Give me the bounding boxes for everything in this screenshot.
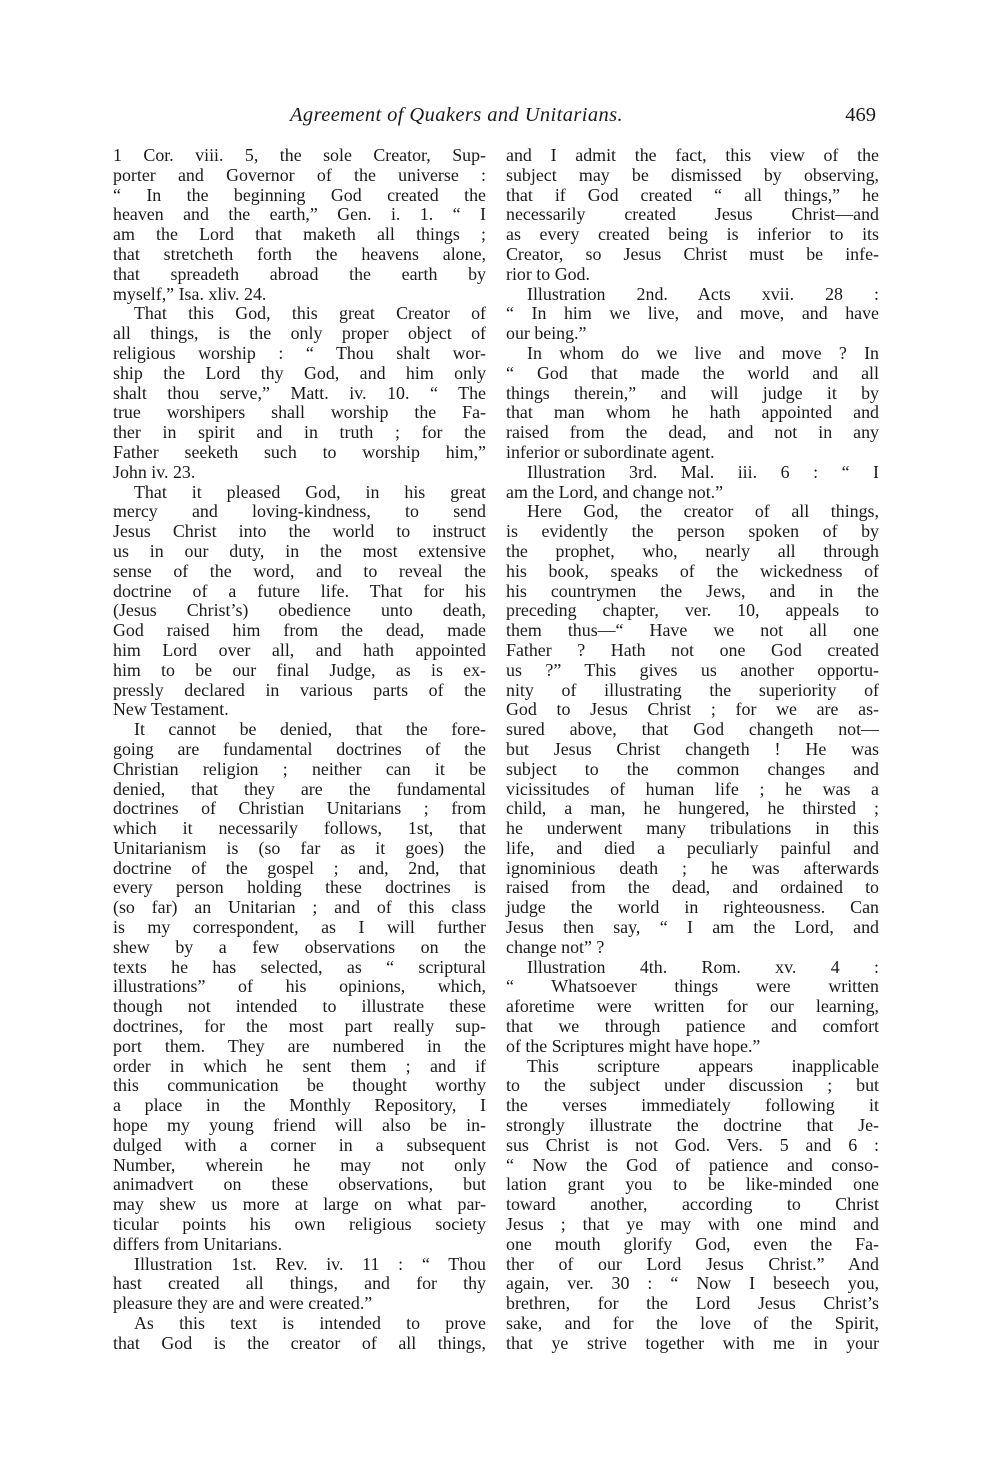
- text-line: Illustration 4th. Rom. xv. 4 :: [527, 956, 879, 977]
- text-line: ther in spirit and in truth ; for the: [113, 422, 486, 443]
- text-line: order in which he sent them ; and if: [113, 1055, 486, 1076]
- text-column-left: [113, 146, 486, 1354]
- text-line: necessarily created Jesus Christ—and: [506, 204, 879, 225]
- text-line: all things, is the only proper object of: [113, 323, 486, 344]
- text-line: rior to God.: [506, 263, 590, 284]
- text-line: his countrymen the Jews, and in the: [506, 580, 879, 601]
- text-line: Here God, the creator of all things,: [527, 501, 879, 522]
- text-line: us ?” This gives us another opportu-: [506, 659, 879, 680]
- text-line: that we through patience and comfort: [506, 1016, 879, 1037]
- text-line: him to be our final Judge, as is ex-: [113, 659, 486, 680]
- text-line: That it pleased God, in his great: [134, 481, 486, 502]
- text-line: sured above, that God changeth not—: [506, 719, 879, 740]
- text-line: John iv. 23.: [113, 461, 196, 482]
- text-line: the prophet, who, nearly all through: [506, 540, 879, 561]
- text-line: differs from Unitarians.: [113, 1233, 283, 1254]
- text-line: his book, speaks of the wickedness of: [506, 560, 879, 581]
- running-head: [110, 104, 880, 134]
- text-line: which it necessarily follows, 1st, that: [113, 818, 486, 839]
- text-line: is evidently the person spoken of by: [506, 521, 879, 542]
- text-line: religious worship : “ Thou shalt wor-: [113, 342, 486, 363]
- text-line: heaven and the earth,” Gen. i. 1. “ I: [113, 204, 486, 225]
- text-line: a place in the Monthly Repository, I: [113, 1095, 486, 1116]
- text-line: “ Whatsoever things were written: [506, 976, 879, 997]
- text-line: lation grant you to be like-minded one: [506, 1174, 879, 1195]
- text-line: This scripture appears inapplicable: [527, 1055, 879, 1076]
- text-line: every person holding these doctrines is: [113, 877, 486, 898]
- text-line: judge the world in righteousness. Can: [506, 897, 879, 918]
- text-line: “ In him we live, and move, and have: [506, 303, 879, 324]
- text-line: that God is the creator of all things,: [113, 1332, 486, 1353]
- text-line: that spreadeth abroad the earth by: [113, 263, 486, 284]
- text-line: true worshipers shall worship the Fa-: [113, 402, 486, 423]
- text-line: port them. They are numbered in the: [113, 1035, 486, 1056]
- text-line: New Testament.: [113, 699, 229, 720]
- text-line: Jesus Christ into the world to instruct: [113, 521, 486, 542]
- text-line: Unitarianism is (so far as it goes) the: [113, 837, 486, 858]
- text-line: again, ver. 30 : “ Now I beseech you,: [506, 1273, 879, 1294]
- text-line: that stretcheth forth the heavens alone,: [113, 243, 486, 264]
- text-line: As this text is intended to prove: [134, 1313, 486, 1334]
- text-line: sus Christ is not God. Vers. 5 and 6 :: [506, 1134, 879, 1155]
- text-line: denied, that they are the fundamental: [113, 778, 486, 799]
- text-line: myself,” Isa. xliv. 24.: [113, 283, 267, 304]
- text-line: That this God, this great Creator of: [134, 303, 486, 324]
- text-line: (Jesus Christ’s) obedience unto death,: [113, 600, 486, 621]
- text-line: nity of illustrating the superiority of: [506, 679, 879, 700]
- text-line: 1 Cor. viii. 5, the sole Creator, Sup-: [113, 145, 486, 165]
- text-line: raised from the dead, and ordained to: [506, 877, 879, 898]
- text-line: In whom do we live and move ? In: [527, 342, 879, 363]
- text-line: subject to the common changes and: [506, 758, 879, 779]
- running-title: Agreement of Quakers and Unitarians.: [290, 104, 624, 126]
- text-line: It cannot be denied, that the fore-: [134, 719, 486, 740]
- text-line: hope my young friend will also be in-: [113, 1115, 486, 1136]
- text-column-right: [506, 146, 879, 1354]
- page-number: 469: [845, 104, 876, 126]
- text-line: toward another, according to Christ: [506, 1194, 879, 1215]
- text-line: change not” ?: [506, 936, 605, 957]
- text-line: subject may be dismissed by observing,: [506, 164, 879, 185]
- text-line: to the subject under discussion ; but: [506, 1075, 879, 1096]
- text-line: “ God that made the world and all: [506, 362, 879, 383]
- text-line: child, a man, he hungered, he thirsted ;: [506, 798, 879, 819]
- text-line: doctrines of Christian Unitarians ; from: [113, 798, 486, 819]
- text-line: Illustration 3rd. Mal. iii. 6 : “ I: [527, 461, 879, 482]
- text-line: porter and Governor of the universe :: [113, 164, 486, 185]
- text-line: God to Jesus Christ ; for we are as-: [506, 699, 879, 720]
- text-line: our being.”: [506, 323, 587, 344]
- text-line: brethren, for the Lord Jesus Christ’s: [506, 1293, 879, 1314]
- text-line: us in our duty, in the most extensive: [113, 540, 486, 561]
- text-line: ther of our Lord Jesus Christ.” And: [506, 1253, 879, 1274]
- text-line: that man whom he hath appointed and: [506, 402, 879, 423]
- text-line: ignominious death ; he was afterwards: [506, 857, 879, 878]
- text-line: pressly declared in various parts of the: [113, 679, 486, 700]
- text-line: vicissitudes of human life ; he was a: [506, 778, 879, 799]
- text-line: aforetime were written for our learning,: [506, 996, 879, 1017]
- text-line: the verses immediately following it: [506, 1095, 879, 1116]
- text-line: this communication be thought worthy: [113, 1075, 486, 1096]
- text-line: doctrines, for the most part really sup-: [113, 1016, 486, 1037]
- text-line: Jesus then say, “ I am the Lord, and: [506, 917, 879, 938]
- text-line: that ye strive together with me in your: [506, 1332, 879, 1353]
- text-line: Christian religion ; neither can it be: [113, 758, 486, 779]
- text-line: dulged with a corner in a subsequent: [113, 1134, 486, 1155]
- text-line: preceding chapter, ver. 10, appeals to: [506, 600, 879, 621]
- text-line: pleasure they are and were created.”: [113, 1293, 373, 1314]
- text-line: inferior or subordinate agent.: [506, 441, 715, 462]
- text-line: raised from the dead, and not in any: [506, 422, 879, 443]
- text-line: strongly illustrate the doctrine that Je-: [506, 1115, 879, 1136]
- text-line: doctrine of the gospel ; and, 2nd, that: [113, 857, 486, 878]
- text-line: Number, wherein he may not only: [113, 1154, 486, 1175]
- text-line: Creator, so Jesus Christ must be infe-: [506, 243, 879, 264]
- text-line: sense of the word, and to reveal the: [113, 560, 486, 581]
- text-line: Father ? Hath not one God created: [506, 639, 879, 660]
- text-line: one mouth glorify God, even the Fa-: [506, 1233, 879, 1254]
- text-line: shalt thou serve,” Matt. iv. 10. “ The: [113, 382, 486, 403]
- text-line: ticular points his own religious society: [113, 1214, 486, 1235]
- text-line: animadvert on these observations, but: [113, 1174, 486, 1195]
- text-line: things therein,” and will judge it by: [506, 382, 879, 403]
- text-line: am the Lord that maketh all things ;: [113, 224, 486, 245]
- text-line: and I admit the fact, this view of the: [506, 145, 879, 165]
- text-line: that if God created “ all things,” he: [506, 184, 879, 205]
- text-line: “ In the beginning God created the: [113, 184, 486, 205]
- text-line: Illustration 2nd. Acts xvii. 28 :: [527, 283, 879, 304]
- text-line: as every created being is inferior to its: [506, 224, 879, 245]
- text-line: of the Scriptures might have hope.”: [506, 1035, 761, 1056]
- text-line: them thus—“ Have we not all one: [506, 620, 879, 641]
- text-line: Father seeketh such to worship him,”: [113, 441, 486, 462]
- text-line: mercy and loving-kindness, to send: [113, 501, 486, 522]
- text-line: but Jesus Christ changeth ! He was: [506, 738, 879, 759]
- text-line: am the Lord, and change not.”: [506, 481, 724, 502]
- text-line: may shew us more at large on what par-: [113, 1194, 486, 1215]
- text-line: texts he has selected, as “ scriptural: [113, 956, 486, 977]
- text-line: “ Now the God of patience and conso-: [506, 1154, 879, 1175]
- text-line: (so far) an Unitarian ; and of this class: [113, 897, 486, 918]
- text-line: God raised him from the dead, made: [113, 620, 486, 641]
- text-line: though not intended to illustrate these: [113, 996, 486, 1017]
- text-line: hast created all things, and for thy: [113, 1273, 486, 1294]
- text-line: life, and died a peculiarly painful and: [506, 837, 879, 858]
- text-line: doctrine of a future life. That for his: [113, 580, 486, 601]
- text-line: going are fundamental doctrines of the: [113, 738, 486, 759]
- text-line: Illustration 1st. Rev. iv. 11 : “ Thou: [134, 1253, 486, 1274]
- text-line: Jesus ; that ye may with one mind and: [506, 1214, 879, 1235]
- text-line: him Lord over all, and hath appointed: [113, 639, 486, 660]
- text-line: he underwent many tribulations in this: [506, 818, 879, 839]
- text-line: shew by a few observations on the: [113, 936, 486, 957]
- text-line: ship the Lord thy God, and him only: [113, 362, 486, 383]
- text-line: sake, and for the love of the Spirit,: [506, 1313, 879, 1334]
- text-line: illustrations” of his opinions, which,: [113, 976, 486, 997]
- text-line: is my correspondent, as I will further: [113, 917, 486, 938]
